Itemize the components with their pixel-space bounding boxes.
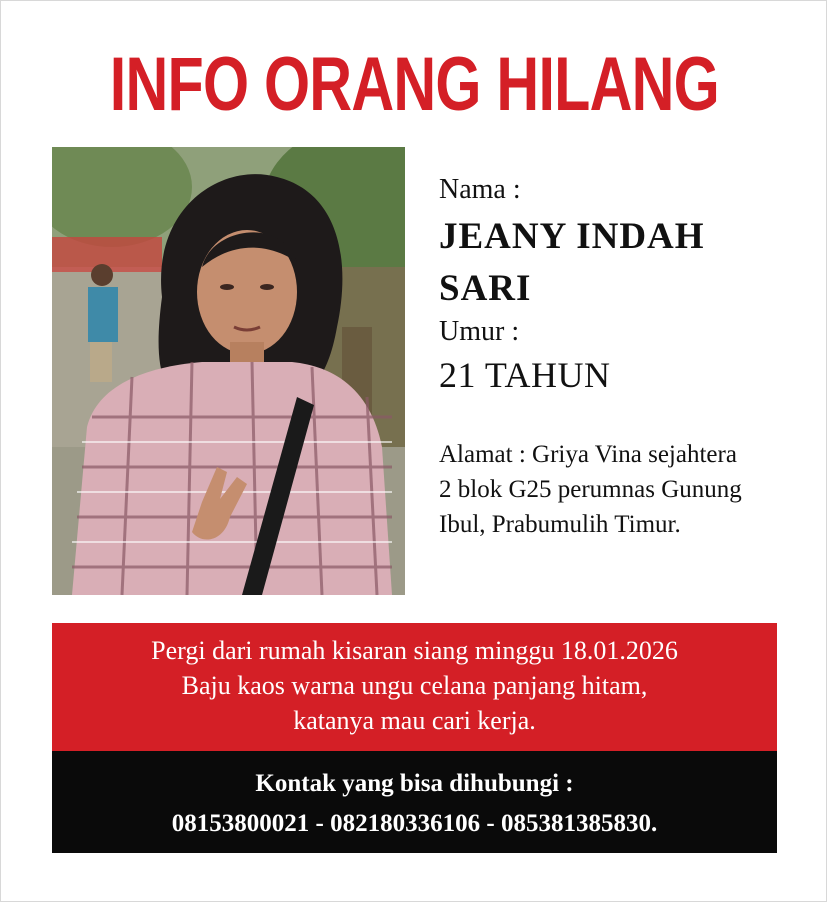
description-line2: Baju kaos warna ungu celana panjang hitam, <box>181 671 648 700</box>
missing-person-photo <box>52 147 405 595</box>
address-line3: Ibul, Prabumulih Timur. <box>439 511 681 538</box>
person-name-line1: JEANY INDAH <box>439 216 705 257</box>
age-label: Umur : <box>439 316 520 347</box>
address-line2: 2 blok G25 perumnas Gunung <box>439 476 742 503</box>
address <box>439 437 799 542</box>
name-label: Nama : <box>439 174 521 205</box>
description-line1: Pergi dari rumah kisaran siang minggu 18.01.2026 <box>151 636 678 665</box>
age-value: 21 TAHUN <box>439 355 611 395</box>
description-line3: katanya mau cari kerja. <box>293 706 536 735</box>
person-name-line2: SARI <box>439 268 532 309</box>
person-details <box>439 173 799 542</box>
contact-heading: Kontak yang bisa dihubungi : <box>255 770 574 797</box>
description-banner <box>52 623 777 751</box>
person-name <box>439 211 799 315</box>
contact-banner <box>52 751 777 853</box>
poster-title: INFO ORANG HILANG <box>109 42 719 127</box>
address-line1: Alamat : Griya Vina sejahtera <box>439 441 737 468</box>
contact-numbers[interactable]: 08153800021 - 082180336106 - 085381385830. <box>171 810 658 837</box>
